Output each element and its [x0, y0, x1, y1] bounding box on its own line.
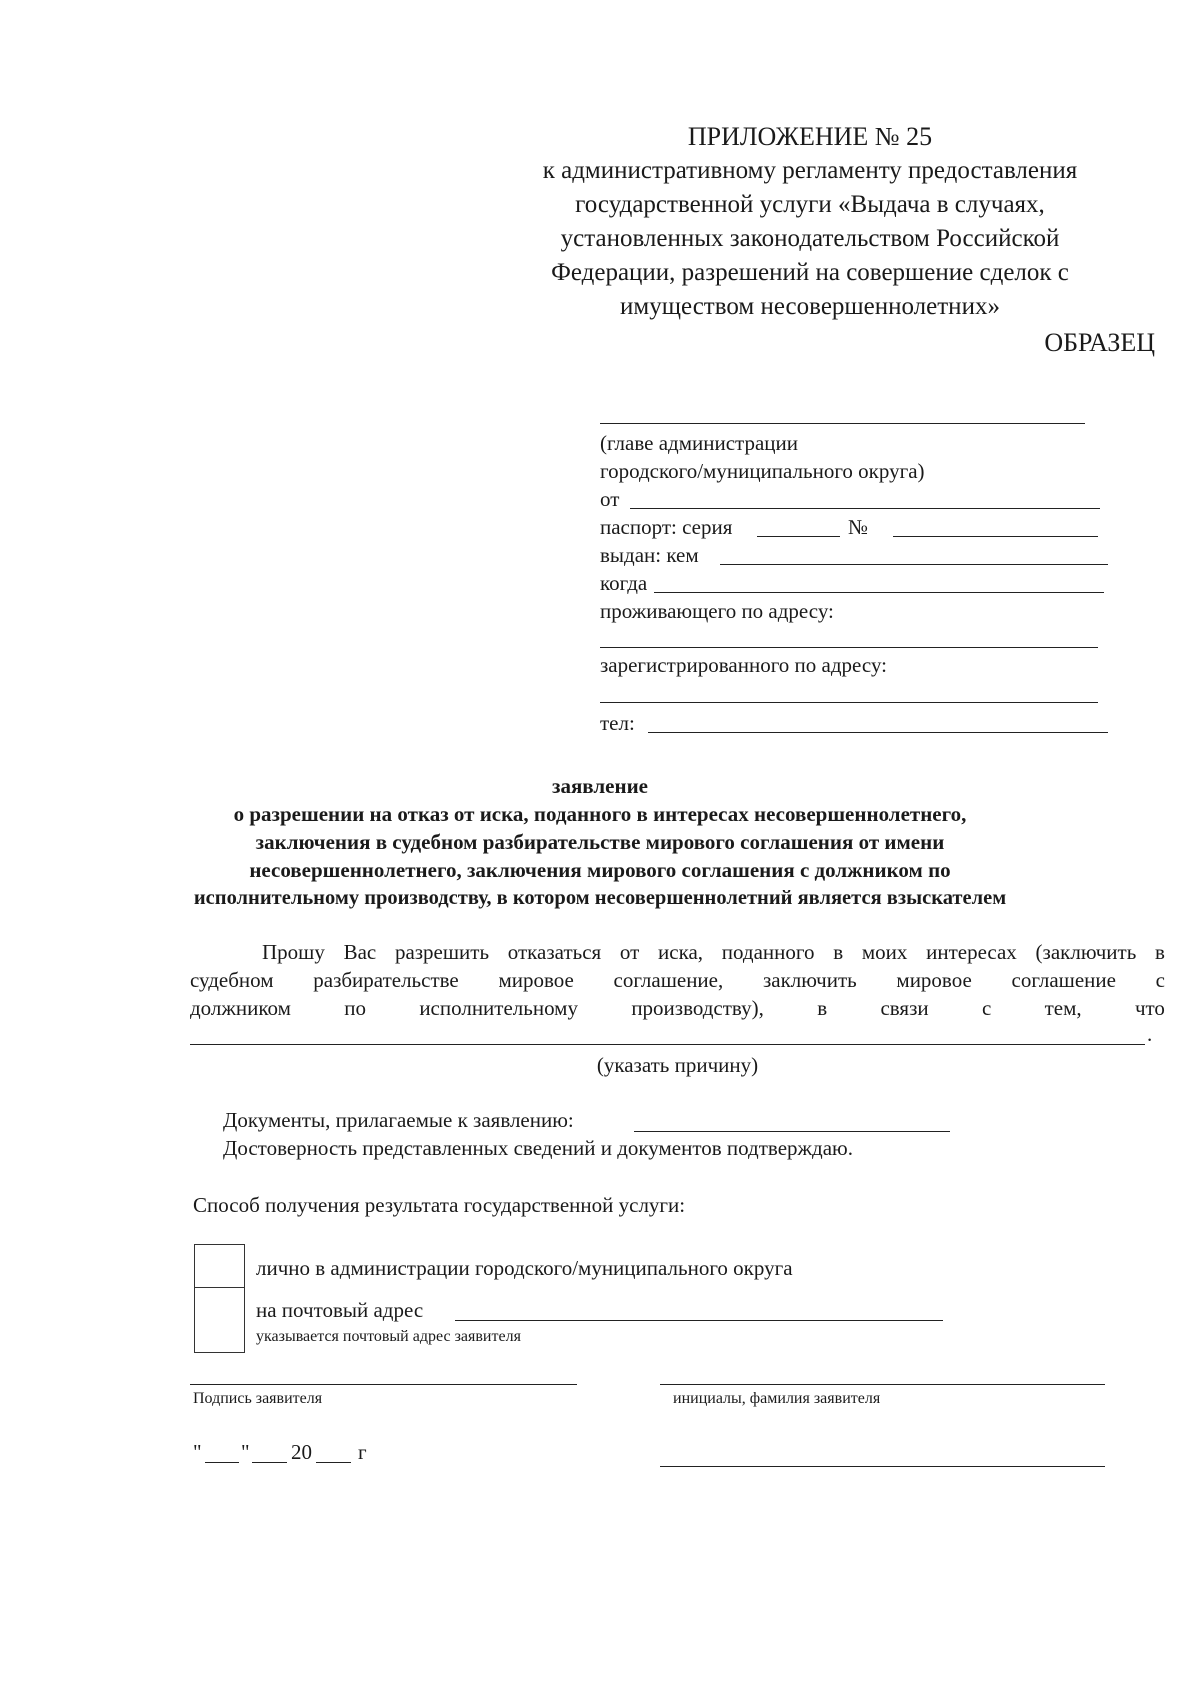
phone-field[interactable]	[648, 732, 1108, 733]
date-quote-open: "	[193, 1440, 202, 1464]
issued-by-field[interactable]	[720, 564, 1108, 565]
signature-field[interactable]	[190, 1384, 577, 1385]
in-person-option-label: лично в администрации городского/муниципального округа	[256, 1256, 793, 1280]
phone-label: тел:	[600, 711, 635, 735]
statement-heading: заявление	[552, 774, 648, 798]
sample-label: ОБРАЗЕЦ	[1044, 328, 1155, 357]
date-year-field[interactable]	[316, 1462, 351, 1463]
statement-subject-line: исполнительному производству, в котором несовершеннолетний является взыскателем	[193, 887, 1007, 909]
request-line-1: Прошу Вас разрешить отказаться от иска, поданного в моих интересах (заключить в	[262, 940, 1165, 964]
statement-subject-line: заключения в судебном разбирательстве мирового соглашения от имени	[255, 830, 945, 854]
applicant-name-field[interactable]	[660, 1384, 1105, 1385]
passport-number-field[interactable]	[893, 536, 1098, 537]
reason-field[interactable]	[190, 1044, 1145, 1045]
passport-number-label: №	[848, 515, 869, 539]
appendix-line: государственной услуги «Выдача в случаях,	[575, 191, 1045, 218]
appendix-header	[510, 120, 1110, 324]
registered-address-field[interactable]	[600, 702, 1098, 703]
reason-hint: (указать причину)	[596, 1053, 759, 1077]
statement-subject-line: о разрешении на отказ от иска, поданного в интересах несовершеннолетнего,	[233, 802, 967, 826]
appendix-line: установленных законодательством Российской	[560, 225, 1060, 252]
applicant-name-label: инициалы, фамилия заявителя	[673, 1390, 881, 1407]
from-field[interactable]	[630, 508, 1100, 509]
in-person-checkbox[interactable]	[194, 1244, 245, 1288]
mail-address-hint: указывается почтовый адрес заявителя	[256, 1328, 521, 1345]
appendix-line: Федерации, разрешений на совершение сделок с	[551, 259, 1069, 286]
request-line-2: судебном разбирательстве мировое соглашение, заключить мировое соглашение с	[190, 968, 1165, 992]
issued-when-label: когда	[600, 571, 648, 595]
appendix-title: ПРИЛОЖЕНИЕ № 25	[687, 122, 933, 151]
issued-by-label: выдан: кем	[600, 543, 699, 567]
recipient-line-1: (главе администрации	[600, 431, 799, 455]
date-year-suffix: г	[358, 1440, 367, 1464]
appendix-line: имуществом несовершеннолетних»	[620, 293, 1000, 320]
date-quote-close: "	[241, 1440, 250, 1464]
mail-checkbox[interactable]	[194, 1287, 245, 1353]
passport-series-field[interactable]	[757, 536, 840, 537]
recipient-line-2: городского/муниципального округа)	[600, 459, 925, 483]
recipient-name-line[interactable]	[600, 423, 1085, 424]
statement-subject-line: несовершеннолетнего, заключения мирового соглашения с должником по	[249, 858, 951, 882]
date-year-prefix: 20	[291, 1440, 312, 1464]
delivery-method-label: Способ получения результата государственной услуги:	[193, 1193, 686, 1217]
documents-field[interactable]	[634, 1131, 950, 1132]
signature-label: Подпись заявителя	[193, 1390, 323, 1407]
appendix-line: к административному регламенту предоставления	[542, 157, 1078, 184]
request-line-3: должником по исполнительному производству), в связи с тем, что	[190, 996, 1165, 1020]
passport-series-label: паспорт: серия	[600, 515, 733, 539]
residing-address-label: проживающего по адресу:	[600, 599, 834, 623]
documents-label: Документы, прилагаемые к заявлению:	[223, 1108, 574, 1132]
reason-period: .	[1147, 1022, 1153, 1046]
mail-address-field[interactable]	[455, 1320, 943, 1321]
issued-when-field[interactable]	[654, 592, 1104, 593]
confirmation-text: Достоверность представленных сведений и документов подтверждаю.	[223, 1136, 853, 1160]
date-day-field[interactable]	[205, 1462, 239, 1463]
registered-address-label: зарегистрированного по адресу:	[600, 653, 887, 677]
residing-address-field[interactable]	[600, 647, 1098, 648]
date-signature-line[interactable]	[660, 1466, 1105, 1467]
mail-option-label: на почтовый адрес	[256, 1298, 424, 1322]
from-label: от	[600, 487, 620, 511]
date-month-field[interactable]	[252, 1462, 287, 1463]
